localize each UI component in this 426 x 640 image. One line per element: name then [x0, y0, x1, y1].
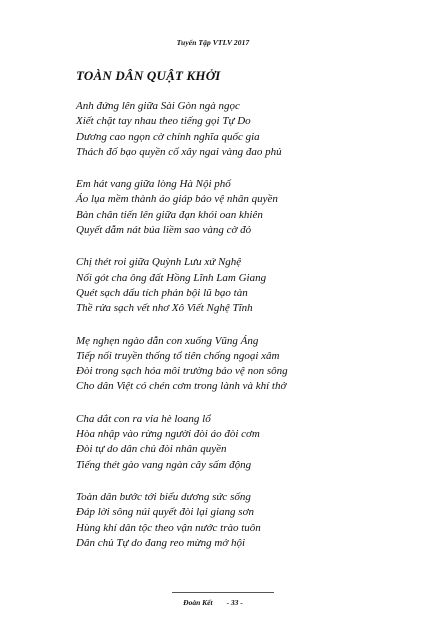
stanza-6: [76, 490, 376, 551]
poem-line: Quyết dẫm nát búa liềm sao vàng cờ đỏ: [76, 224, 252, 237]
poem-line: Toàn dân bước tới biểu dương sức sống: [76, 490, 251, 503]
footer-divider: [172, 592, 274, 593]
stanza-5: [76, 412, 376, 473]
poem-line: Xiết chặt tay nhau theo tiếng gọi Tự Do: [76, 115, 251, 128]
poem-line: Dương cao ngọn cờ chính nghĩa quốc gia: [76, 130, 260, 143]
poem-line: Thách đố bạo quyền cố xây ngai vàng đao phủ: [76, 145, 282, 158]
poem-line: Đáp lời sông núi quyết đòi lại giang sơn: [76, 506, 254, 519]
poem-title: TOÀN DÂN QUẬT KHỞI: [76, 68, 221, 83]
stanza-1: [76, 99, 376, 160]
poem-line: Em hát vang giữa lòng Hà Nội phố: [76, 178, 231, 191]
stanza-4: [76, 334, 376, 395]
poem-line: Quét sạch dấu tích phản bội lũ bạo tàn: [76, 286, 248, 299]
poem-line: Đòi trong sạch hóa môi trường bảo vệ non sông: [76, 365, 288, 378]
poem-line: Anh đứng lên giữa Sài Gòn ngà ngọc: [76, 100, 240, 112]
running-header: Tuyển Tập VTLV 2017: [176, 38, 250, 47]
stanza-2: [76, 177, 376, 238]
poem-body: [76, 99, 376, 568]
poem-line: Tiếng thét gào vang ngàn cây sấm động: [76, 458, 252, 471]
poem-line: Tiếp nối truyền thống tổ tiên chống ngoại xâm: [76, 349, 280, 362]
poem-line: Áo lụa mềm thành áo giáp bảo vệ nhân quyền: [76, 193, 278, 206]
poem-line: Cha dắt con ra vỉa hè loang lổ: [76, 412, 211, 425]
poem-line: Mẹ nghẹn ngào dẫn con xuống Vũng Áng: [76, 334, 259, 347]
poem-line: Nối gót cha ông đất Hồng Lĩnh Lam Giang: [76, 271, 267, 284]
page-number: - 33 -: [226, 598, 243, 607]
poem-line: Bàn chân tiến lên giữa đạn khói oan khiên: [76, 208, 263, 221]
stanza-3: [76, 255, 376, 316]
poem-line: Thề rửa sạch vết nhơ Xô Viết Nghệ Tĩnh: [76, 302, 253, 315]
poem-line: Chị thét roi giữa Quỳnh Lưu xứ Nghệ: [76, 256, 242, 269]
poem-line: Đòi tự do dân chủ đòi nhân quyền: [76, 443, 227, 456]
poem-line: Hòa nhập vào rừng người đòi áo đòi cơm: [76, 428, 260, 441]
page-footer: [0, 598, 426, 607]
poem-line: Hùng khí dân tộc theo vận nước trào tuôn: [76, 521, 261, 534]
footer-author: Đoàn Kết: [183, 598, 213, 607]
poem-line: Dân chủ Tự do đang reo mừng mở hội: [76, 536, 246, 549]
poem-line: Cho dân Việt có chén cơm trong lành và khí thở: [76, 380, 287, 393]
